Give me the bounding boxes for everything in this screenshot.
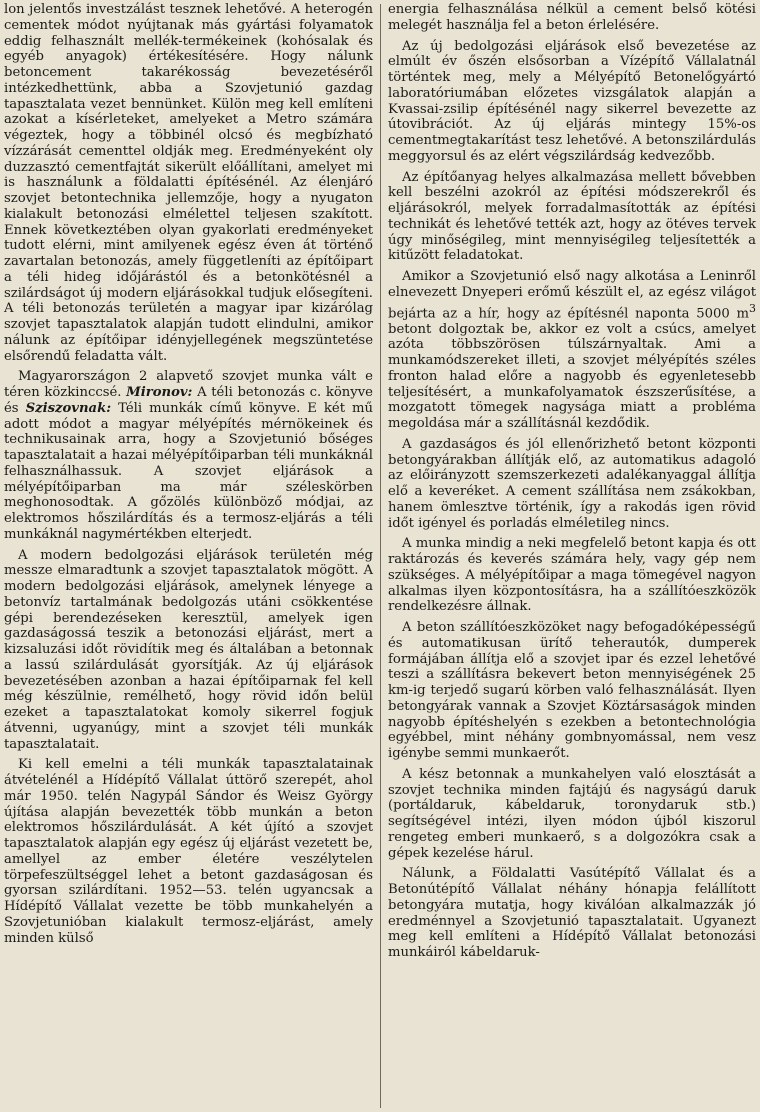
paragraph-text: Téli munkák című könyve. E két mű adott módot a magyar mélyépítés mérnökeinek és technikusainak arra, hogy a Szovjetunió bőséges tapasztalatait a hazai mélyépítőiparban téli munkáknál felhasználhassuk. A szovjet eljárások a mélyépítőiparban ma már széleskörben meghonosodtak. A gőzölés különböző módjai, az elektromos hőszilárdítás és a termosz-eljárás a téli munkáknál nagymértékben elterjedt. <box>4 400 373 542</box>
paragraph-text: Magyarországon 2 alapvető szovjet munka vált e téren közkinccsé. <box>4 369 373 400</box>
paragraph: lon jelentős investzálást tesznek lehetővé. A heterogén cementek módot nyújtanak más gyártási folyamatok eddig felhasznált mellék-termékeinek (kohósalak és egyéb anyagok) értékesítésére. Hogy nálunk betoncement takarékosság bevezetéséről intézkedhettünk, abba a Szovjetunió gazdag tapasztalata vezet bennünket. Külön meg kell említeni azokat a kísérleteket, amelyeket a Metro számára végeztek, hogy a többinél olcsó és megbízható vízzárását cementtel oldják meg. Eredményeként oly duzzasztó cementfajtát sikerült előállítani, amelyet mi is használunk a földalatti építésénél. Az élenjáró szovjet betontechnika jellemzője, hogy a nyugaton kialakult betonozási elmélettel teljesen szakított. Ennek következtében olyan gyakorlati eredményeket tudott elérni, mint amilyenek egész éven át történő zavartalan betonozás, amely függetleníti az építőipart a téli hideg időjárástól és a betonkötésnél a szilárdságot új modern eljárásokkal tudjuk elősegíteni. A téli betonozás területén a magyar ipar kizárólag szovjet tapasztalatok alapján tudott elindulni, amikor nálunk az építőipar idényjellegének megszüntetése elsőrendű feladatta vált. <box>4 2 373 364</box>
superscript: 3 <box>749 301 756 315</box>
paragraph: Nálunk, a Földalatti Vasútépítő Vállalat és a Betonútépítő Vállalat néhány hónapja felállított betongyára mutatja, hogy kiválóan alkalmazzák jó eredménnyel a Szovjetunió tapasztalatait. Ugyanezt meg kell említeni a Hídépítő Vállalat betonozási munkáiról kábeldaruk- <box>388 866 756 961</box>
paragraph: A kész betonnak a munkahelyen való elosztását a szovjet technika minden fajtájú és nagyságú daruk (portáldaruk, kábeldaruk, toronydaruk stb.) segítségével intézi, ilyen módon újból kiszorul rengeteg emberi munkaerő, s a dolgozókra csak a gépek kezelése hárul. <box>388 766 756 861</box>
paragraph: A modern bedolgozási eljárások területén még messze elmaradtunk a szovjet tapasztalatok mögött. A modern bedolgozási eljárások, amelynek lényege a betonvíz tartalmának bedolgozás utáni csökkentése gépi berendezéseken keresztül, amelyek igen gazdaságossá teszik a betonozási eljárást, mert a kizsaluzási időt rövidítik meg és általában a betonnak a lassú szilárdulását gyorsítják. Az új eljárások bevezetésében azonban a hazai építőiparnak fel kell még készülnie, remélhető, hogy rövid időn belül ezeket a tapasztalatokat komoly sikerrel fogjuk átvenni, ugyanúgy, mint a szovjet téli munkák tapasztalatait. <box>4 547 373 752</box>
author-name: Sziszovnak: <box>25 400 112 416</box>
paragraph-text: Amikor a Szovjetunió első nagy alkotása a Leninről elnevezett Dnyeperi erőmű készült el, az egész világot bejárta az a hír, hogy az építésnél naponta 5000 m <box>388 269 756 321</box>
left-column <box>4 2 373 951</box>
paragraph <box>4 369 373 542</box>
paragraph <box>388 269 756 432</box>
paragraph: A munka mindig a neki megfelelő betont kapja és ott raktározás és keverés számára hely, vagy gép nem szükséges. A mélyépítőipar a maga tömegével nagyon alkalmas ilyen központosításra, ha a szállítóeszközök rendelkezésre állnak. <box>388 536 756 615</box>
paragraph: Ki kell emelni a téli munkák tapasztalatainak átvételénél a Hídépítő Vállalat úttörő szerepét, ahol már 1950. telén Nagypál Sándor és Weisz György újítása alapján bevezették több munkán a beton elektromos hőszilárdulását. A két újító a szovjet tapasztalatok alapján egy egész új eljárást vezetett be, amellyel az ember életére veszélytelen törpefeszültséggel lehet a betont gazdaságosan és gyorsan szilárdítani. 1952—53. telén ugyancsak a Hídépítő Vállalat vezette be több munkahelyén a Szovjetunióban kialakult termosz-eljárást, amely minden külső <box>4 757 373 946</box>
paragraph: Az építőanyag helyes alkalmazása mellett bővebben kell beszélni azokról az építési módszerekről és eljárásokról, melyek forradalmasították az építési technikát és lehetővé tették azt, hogy az ötéves tervek úgy minőségileg, mint mennyiségileg teljesítették a kitűzött feladatokat. <box>388 169 756 264</box>
paragraph: energia felhasználása nélkül a cement belső kötési melegét használja fel a beton érlelésére. <box>388 2 756 33</box>
paragraph: Az új bedolgozási eljárások első bevezetése az elmúlt év őszén elsősorban a Vízépítő Vállalatnál történtek meg, mely a Mélyépítő Betonelőgyártó laboratóriumában előzetes vizsgálatok alapján a Kvassai-zsilip építésénél nagy sikerrel bevezette az útovibrációt. Az új eljárás mintegy 15%-os cementmegtakarítást tesz lehetővé. A betonszilárdulás meggyorsul és az elért végszilárdság kedvezőbb. <box>388 38 756 164</box>
paragraph-text: betont dolgoztak be, akkor ez volt a csúcs, amelyet azóta többszörösen túlszárnyaltak. Ami a munkamódszereket illeti, a szovjet mélyépítés széles fronton halad előre a nagyobb és egyenletesebb teljesítésért, a munkafolyamatok észszerűsítése, a mozgatott tömegek nagysága miatt a probléma megoldása már a szállításnál kezdődik. <box>388 321 756 432</box>
paragraph: A gazdaságos és jól ellenőrizhető betont központi betongyárakban állítják elő, az automatikus adagoló az előirányzott szemszerkezeti adalékanyaggal állítja elő a keveréket. A cement szállítása nem zsákokban, hanem ömlesztve történik, így a rakodás igen rövid időt igényel és porladás elméletileg nincs. <box>388 436 756 531</box>
right-column <box>388 2 756 966</box>
column-divider <box>380 4 381 1108</box>
paragraph-text: A téli betonozás c. könyve és <box>4 385 373 416</box>
paragraph: A beton szállítóeszközöket nagy befogadóképességű és automatikusan ürítő teherautók, dumperek formájában állítja elő a szovjet ipar és ezzel lehetővé teszi a szállításra bekevert beton mennyiségének 25 km-ig terjedő sugarú körben való felhasználását. Ilyen betongyárak vannak a Szovjet Köztársaságok minden nagyobb építéshelyén s ezekben a betontechnológia egyébbel, mint néhány gombnyomással, nem vesz igénybe semmi munkaerőt. <box>388 620 756 762</box>
author-name: Mironov: <box>126 385 193 400</box>
